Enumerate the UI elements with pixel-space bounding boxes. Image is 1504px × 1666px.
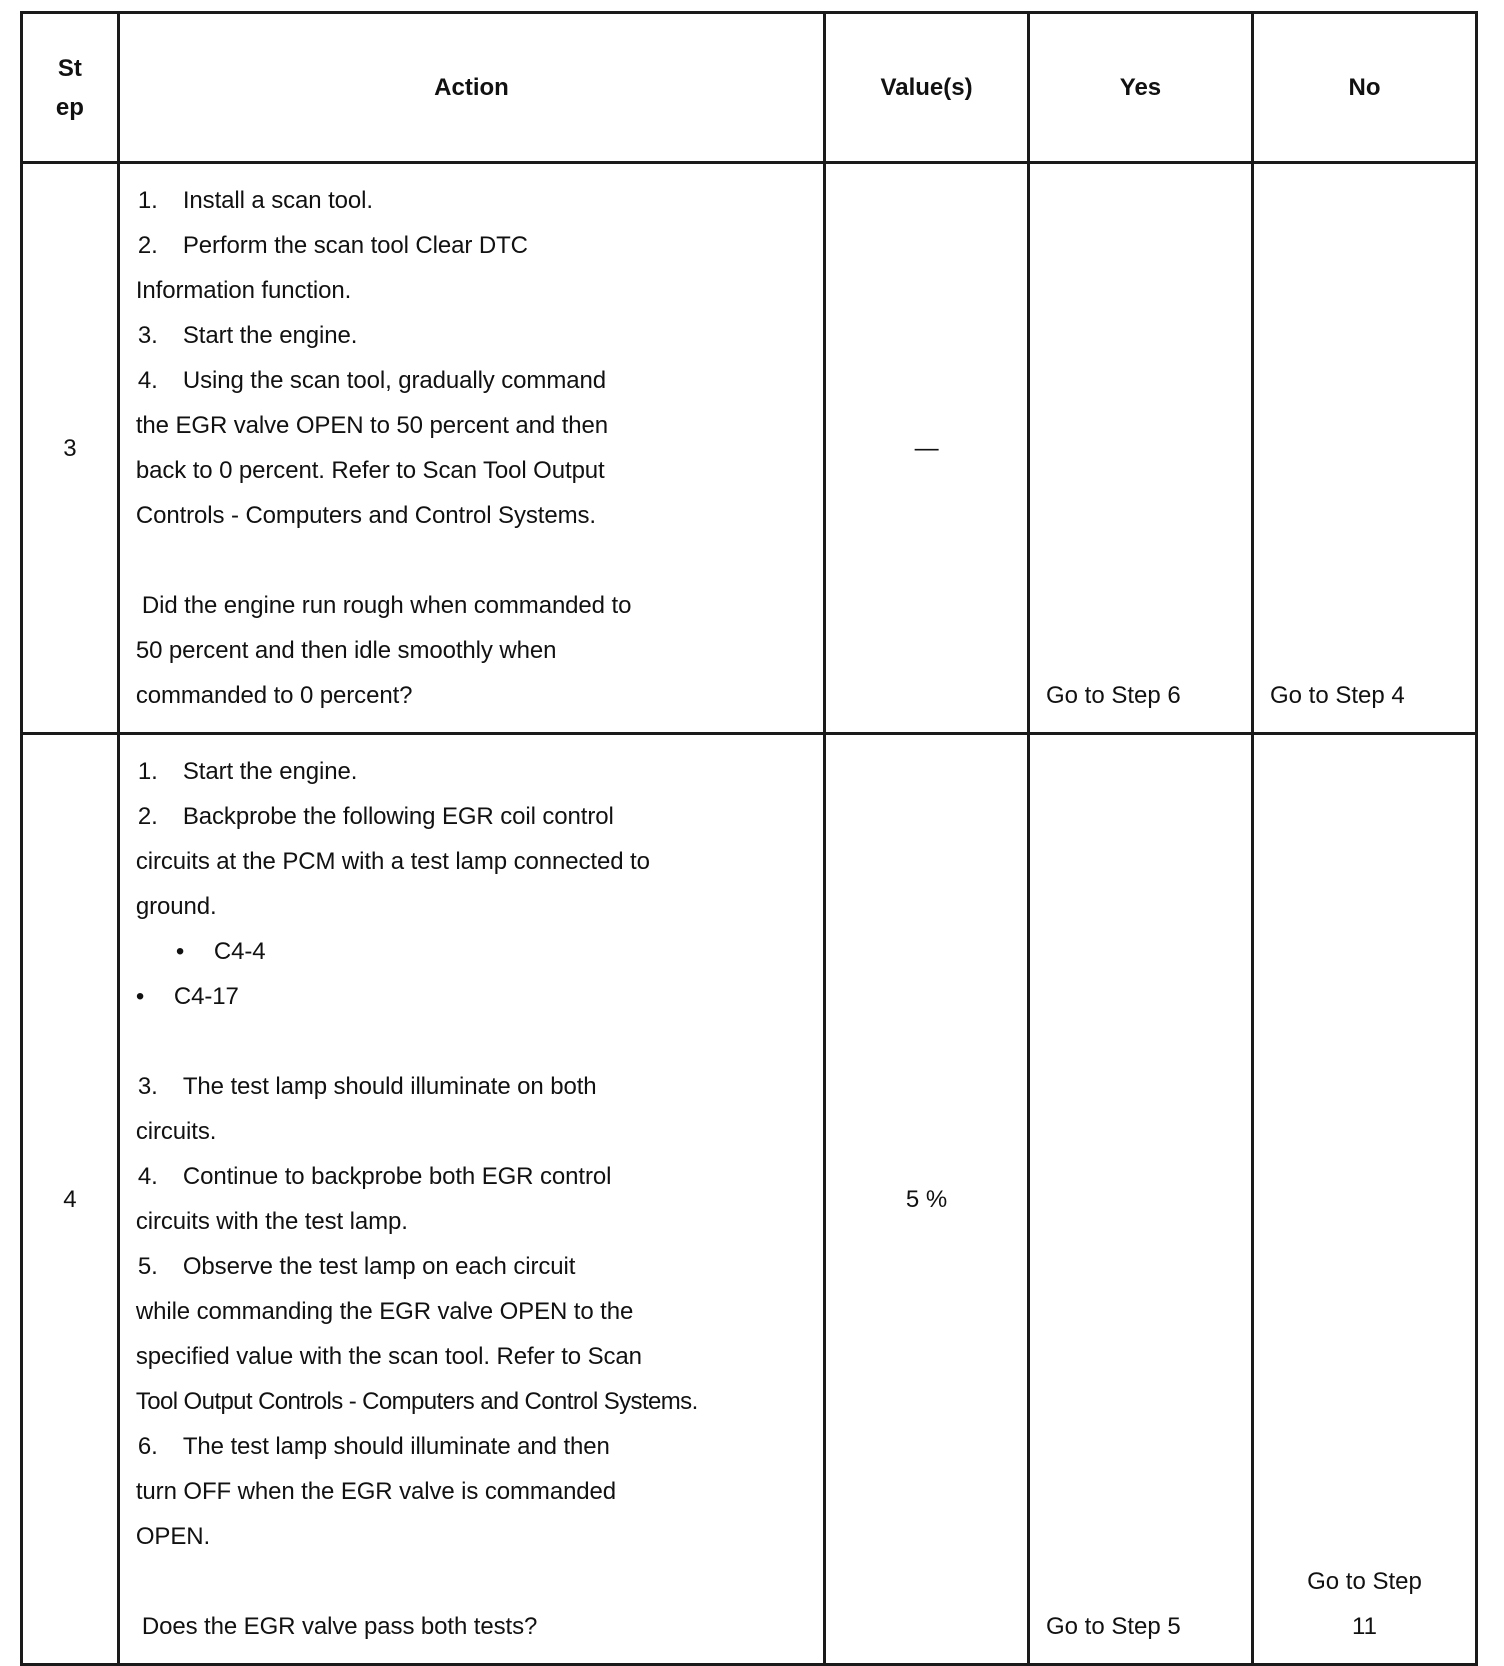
action-step-2: 2. Perform the scan tool Clear DTC: [137, 232, 528, 259]
bullet-icon: •: [175, 938, 185, 965]
header-action: Action: [118, 13, 824, 163]
yes-cell: Go to Step 6: [1028, 163, 1252, 734]
header-step: St ep: [22, 13, 119, 163]
table-row: [22, 163, 1477, 734]
value-cell: —: [825, 163, 1029, 734]
spacer: [136, 1019, 817, 1064]
step-number: 4: [22, 734, 119, 1665]
action-step-4-cont: circuits with the test lamp.: [135, 1208, 408, 1235]
bullet-item: • C4-17: [136, 974, 817, 1019]
header-values: Value(s): [825, 13, 1029, 163]
action-step-4-cont: back to 0 percent. Refer to Scan Tool Output: [135, 457, 605, 484]
bullet-icon: •: [135, 983, 145, 1010]
action-step-2-cont: ground.: [135, 893, 217, 920]
action-step-3-cont: circuits.: [135, 1118, 217, 1145]
action-step-4: 4. Using the scan tool, gradually command: [137, 367, 606, 394]
action-step-3: 3. The test lamp should illuminate on both: [137, 1073, 597, 1100]
action-step-5-cont: while commanding the EGR valve OPEN to the: [135, 1298, 634, 1325]
no-cell-line: Go to Step: [1307, 1568, 1422, 1595]
action-cell: [118, 163, 824, 734]
action-step-2-cont: circuits at the PCM with a test lamp connected to: [135, 848, 650, 875]
spacer: [136, 538, 817, 583]
action-question-cont: commanded to 0 percent?: [135, 682, 413, 709]
action-step-2: 2. Backprobe the following EGR coil control: [137, 803, 614, 830]
action-step-4-cont: Controls - Computers and Control Systems.: [135, 502, 596, 529]
step-number: 3: [22, 163, 119, 734]
diagnostic-table: [20, 11, 1478, 1666]
action-question: Did the engine run rough when commanded to: [141, 592, 632, 619]
action-step-2-cont: Information function.: [135, 277, 352, 304]
action-step-3: 3. Start the engine.: [137, 322, 358, 349]
action-step-6-cont: OPEN.: [135, 1523, 211, 1550]
action-cell: [118, 734, 824, 1665]
spacer: [136, 1559, 817, 1604]
no-cell: Go to Step 4: [1252, 163, 1476, 734]
action-step-1: 1. Start the engine.: [137, 758, 358, 785]
header-yes: Yes: [1028, 13, 1252, 163]
action-step-6: 6. The test lamp should illuminate and then: [137, 1433, 610, 1460]
table-row: [22, 734, 1477, 1665]
table-header-row: [22, 13, 1477, 163]
action-question-cont: 50 percent and then idle smoothly when: [135, 637, 557, 664]
action-step-5-cont: Tool Output Controls - Computers and Control Systems.: [135, 1388, 698, 1415]
action-step-6-cont: turn OFF when the EGR valve is commanded: [135, 1478, 617, 1505]
header-no: No: [1252, 13, 1476, 163]
no-cell-line: 11: [1352, 1613, 1377, 1640]
no-cell: [1252, 734, 1476, 1665]
action-question: Does the EGR valve pass both tests?: [141, 1613, 538, 1640]
action-step-5-cont: specified value with the scan tool. Refer to Scan: [135, 1343, 642, 1370]
value-cell: 5 %: [825, 734, 1029, 1665]
action-step-4: 4. Continue to backprobe both EGR control: [137, 1163, 612, 1190]
action-step-5: 5. Observe the test lamp on each circuit: [137, 1253, 576, 1280]
action-step-4-cont: the EGR valve OPEN to 50 percent and then: [135, 412, 609, 439]
action-step-1: 1. Install a scan tool.: [137, 187, 373, 214]
yes-cell: Go to Step 5: [1028, 734, 1252, 1665]
bullet-item: • C4-4: [136, 929, 817, 974]
